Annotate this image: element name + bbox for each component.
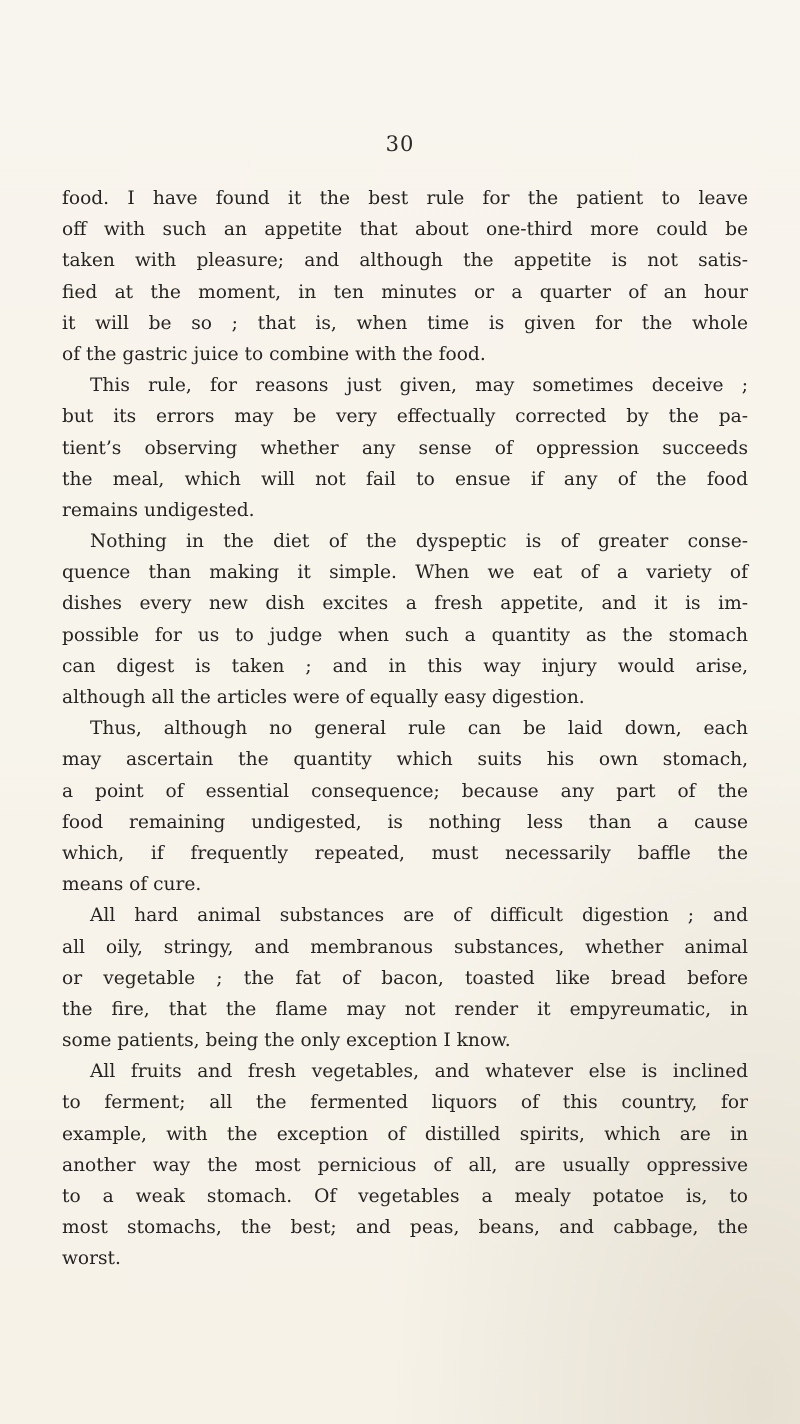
paragraph-start-line: Nothing in the diet of the dyspeptic is of greater conse- — [90, 531, 748, 553]
body-text — [62, 183, 748, 1275]
text-line: possible for us to judge when such a quantity as the stomach — [62, 624, 748, 646]
text-line: most stomachs, the best; and peas, beans, and cabbage, the — [62, 1217, 748, 1239]
text-line: food. I have found it the best rule for the patient to leave — [62, 188, 748, 209]
text-line: taken with pleasure; and although the appetite is not satis- — [62, 250, 748, 272]
text-line: means of cure. — [62, 874, 202, 896]
text-line: all oily, stringy, and membranous substances, whether animal — [62, 936, 748, 958]
text-line: some patients, being the only exception I know. — [62, 1030, 511, 1052]
text-line: although all the articles were of equally easy digestion. — [62, 687, 585, 708]
text-line: remains undigested. — [62, 499, 255, 521]
text-line: to a weak stomach. Of vegetables a mealy potatoe is, to — [62, 1186, 748, 1207]
text-line: to ferment; all the fermented liquors of this country, for — [62, 1092, 748, 1114]
text-line: may ascertain the quantity which suits his own stomach, — [62, 749, 748, 771]
text-line: a point of essential consequence; because any part of the — [62, 780, 748, 802]
text-line: which, if frequently repeated, must necessarily baffle the — [62, 842, 748, 864]
text-line: of the gastric juice to combine with the food. — [62, 343, 486, 365]
text-line: quence than making it simple. When we eat of a variety of — [62, 562, 748, 584]
text-line: off with such an appetite that about one-third more could be — [62, 219, 748, 241]
text-line: fied at the moment, in ten minutes or a quarter of an hour — [62, 281, 748, 303]
paragraph-start-line: Thus, although no general rule can be laid down, each — [90, 718, 748, 740]
text-line: can digest is taken ; and in this way injury would arise, — [62, 655, 748, 677]
paragraph-start-line: All hard animal substances are of difficult digestion ; and — [90, 905, 748, 927]
text-line: the fire, that the flame may not render it empyreumatic, in — [62, 998, 748, 1020]
text-line: the meal, which will not fail to ensue if any of the food — [62, 468, 748, 490]
text-line: but its errors may be very effectually corrected by the pa- — [62, 406, 748, 428]
paragraph-start-line: All fruits and fresh vegetables, and whatever else is inclined — [90, 1061, 748, 1083]
text-line: it will be so ; that is, when time is given for the whole — [62, 312, 748, 334]
text-line: dishes every new dish excites a fresh appetite, and it is im- — [62, 593, 748, 615]
text-line: food remaining undigested, is nothing less than a cause — [62, 811, 748, 833]
text-line: tient’s observing whether any sense of oppression succeeds — [62, 437, 748, 459]
text-line: or vegetable ; the fat of bacon, toasted like bread before — [62, 967, 748, 989]
text-line: another way the most pernicious of all, are usually oppressive — [62, 1154, 748, 1176]
text-line: example, with the exception of distilled spirits, which are in — [62, 1123, 748, 1145]
paragraph-start-line: This rule, for reasons just given, may sometimes deceive ; — [90, 375, 748, 397]
text-line: worst. — [62, 1248, 121, 1270]
page-number: 30 — [385, 132, 415, 156]
